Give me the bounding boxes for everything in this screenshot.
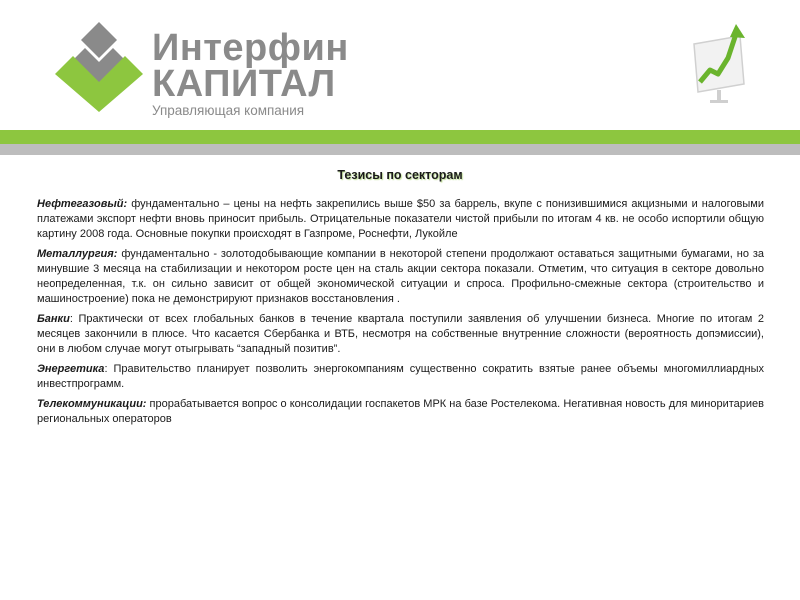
- sector-lead: Банки: [37, 313, 70, 325]
- sector-text: прорабатывается вопрос о консолидации госпакетов МРК на базе Ростелекома. Негативная новость для миноритариев региональных операторов: [37, 398, 764, 425]
- header-divider-gray: [0, 144, 800, 155]
- sector-text: фундаментально - золотодобывающие компании в некоторой степени продолжают оставаться защитными бумагами, но за минувшие 3 месяца на стабилизации и некотором росте цен на сталь акции сектора показали. Отметим, что ситуация в секторе довольно неопределенная, т.к. он сильно зависит от общей экономической ситуации и спроса. Профильно-смежные сектора (строительство и машиностроение) пока не демонстрируют признаков восстановления .: [37, 248, 764, 305]
- growth-chart-icon: [690, 22, 755, 107]
- logo-line2: КАПИТАЛ: [152, 63, 336, 105]
- sector-lead: Телекоммуникации:: [37, 398, 147, 410]
- sector-text: фундаментально – цены на нефть закрепились выше $50 за баррель, вкупе с понизившимися акцизными и налоговыми платежами экспорт нефти вновь приносит прибыль. Отрицательные показатели чистой прибыли по итогам 4 кв. не особо испортили общую картину 2008 года. Основные покупки происходят в Газпроме, Роснефти, Лукойле: [37, 198, 764, 240]
- sector-text: : Правительство планирует позволить энергокомпаниям существенно сократить взятые ранее объемы многомиллиардных инвестпрограмм.: [37, 363, 764, 390]
- sector-oil-gas: [37, 197, 764, 242]
- header: [0, 0, 800, 130]
- header-divider-green: [0, 130, 800, 144]
- sector-energy: [37, 362, 764, 392]
- sector-metallurgy: [37, 247, 764, 307]
- sector-lead: Нефтегазовый:: [37, 198, 128, 210]
- sector-banks: [37, 312, 764, 357]
- logo-subtitle: Управляющая компания: [152, 103, 305, 118]
- sector-telecom: [37, 397, 764, 427]
- logo-line1: Интерфин: [152, 27, 349, 69]
- logo-wordmark: [152, 27, 349, 120]
- sector-text: : Практически от всех глобальных банков в течение квартала поступили заявления об улучшении бизнеса. Многие по итогам 2 месяцев закончили в плюсе. Что касается Сбербанка и ВТБ, несмотря на собственные внутренние сложности (вероятность допэмиссии), они в любом случае могут отыгрывать “западный позитив”.: [37, 313, 764, 355]
- interfin-logo-icon: [55, 22, 151, 112]
- sector-lead: Энергетика: [37, 363, 105, 375]
- sector-lead: Металлургия:: [37, 248, 118, 260]
- slide-title: Тезисы по секторам: [337, 168, 463, 182]
- sector-theses: [37, 197, 764, 432]
